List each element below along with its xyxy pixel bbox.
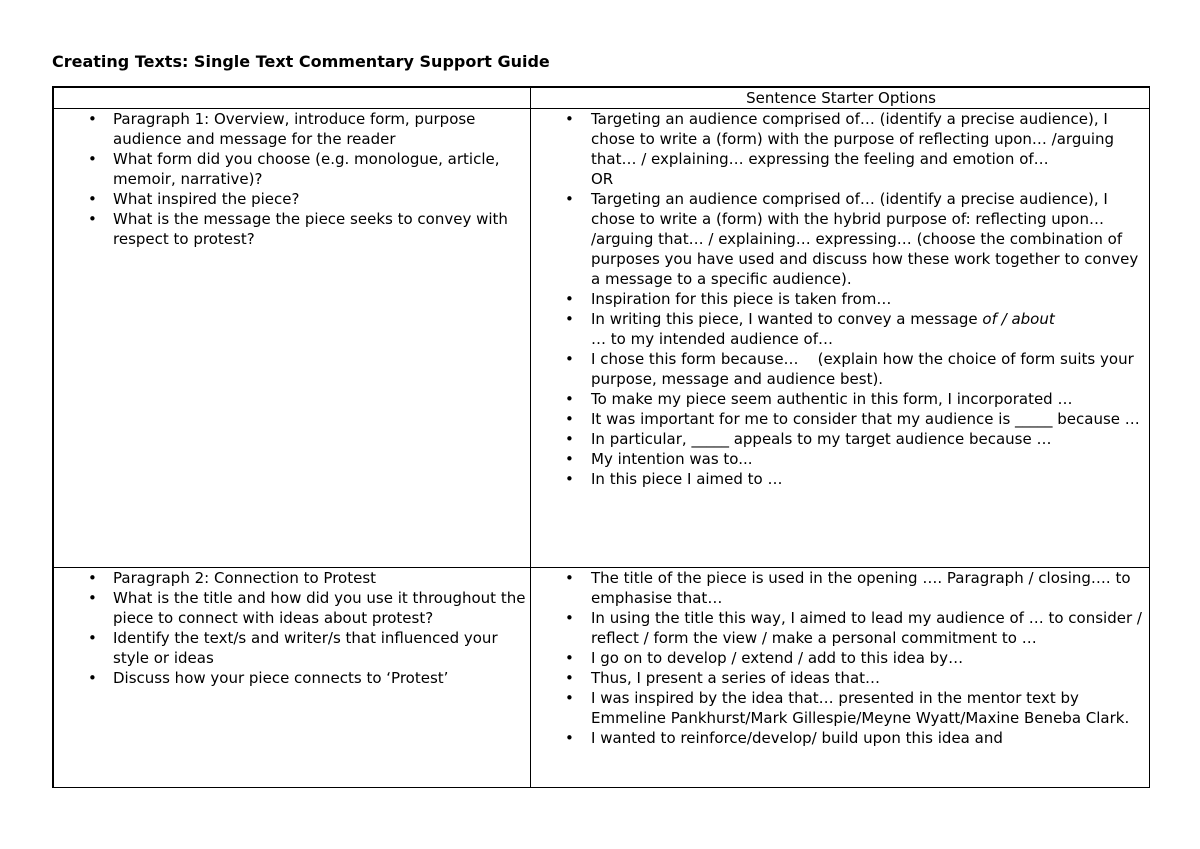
list-item — [531, 309, 1150, 349]
paragraph2-starters-cell — [531, 568, 1151, 789]
list-item: • What form did you choose (e.g. monologue, article, memoir, narrative)? — [54, 149, 530, 189]
list-item: • To make my piece seem authentic in this form, I incorporated … — [531, 389, 1150, 409]
list-item: • Inspiration for this piece is taken from… — [531, 289, 1150, 309]
list-item: • I wanted to reinforce/develop/ build upon this idea and — [531, 728, 1150, 748]
list-item — [531, 109, 1150, 189]
starter-text: … to my intended audience of… — [591, 330, 834, 348]
list-item: • Identify the text/s and writer/s that influenced your style or ideas — [54, 628, 530, 668]
list-item: • In particular, _____ appeals to my target audience because … — [531, 429, 1150, 449]
table-row — [54, 568, 1151, 789]
starter-text: Targeting an audience comprised of… (identify a precise audience), I chose to write a (form) with the purpose of reflecting upon… /arguing that… / explaining… expressing the feeling and emotion of… — [591, 110, 1115, 168]
list-item: • I chose this form because… (explain how the choice of form suits your purpose, message and audience best). — [531, 349, 1150, 389]
list-item: • Thus, I present a series of ideas that… — [531, 668, 1150, 688]
list-item: • Discuss how your piece connects to ‘Protest’ — [54, 668, 530, 688]
list-item: • I go on to develop / extend / add to this idea by… — [531, 648, 1150, 668]
paragraph2-questions-cell — [54, 568, 531, 789]
table-row — [54, 109, 1151, 568]
table-header-row — [54, 88, 1151, 109]
paragraph2-starters-list — [531, 568, 1150, 748]
paragraph1-questions-cell — [54, 109, 531, 568]
header-right-cell: Sentence Starter Options — [531, 88, 1151, 109]
list-item: • Targeting an audience comprised of… (identify a precise audience), I chose to write a (form) with the hybrid purpose of: reflecting upon… /arguing that… / explaining… expressing… (choose the combination of purposes you have used and discuss how these work together to convey a message to a specific audience). — [531, 189, 1150, 289]
paragraph1-starters-cell — [531, 109, 1151, 568]
list-item: • What is the message the piece seeks to convey with respect to protest? — [54, 209, 530, 249]
list-item: • I was inspired by the idea that… presented in the mentor text by Emmeline Pankhurst/Mark Gillespie/Meyne Wyatt/Maxine Beneba Clark. — [531, 688, 1150, 728]
commentary-table — [53, 87, 1150, 788]
document-title: Creating Texts: Single Text Commentary Support Guide — [52, 52, 550, 71]
list-item: • What inspired the piece? — [54, 189, 530, 209]
list-item: • Paragraph 1: Overview, introduce form, purpose audience and message for the reader — [54, 109, 530, 149]
paragraph2-questions-list — [54, 568, 530, 688]
or-separator: OR — [591, 170, 614, 188]
list-item: • Paragraph 2: Connection to Protest — [54, 568, 530, 588]
header-left-cell — [54, 88, 531, 109]
list-item: • The title of the piece is used in the opening …. Paragraph / closing…. to emphasise that… — [531, 568, 1150, 608]
paragraph1-questions-list — [54, 109, 530, 249]
list-item: • In this piece I aimed to … — [531, 469, 1150, 489]
commentary-table-container — [52, 86, 1150, 788]
emphasis-text: of / about — [982, 310, 1055, 328]
list-item: • It was important for me to consider that my audience is _____ because … — [531, 409, 1150, 429]
list-item: • In using the title this way, I aimed to lead my audience of … to consider / reflect / form the view / make a personal commitment to … — [531, 608, 1150, 648]
list-item: • My intention was to... — [531, 449, 1150, 469]
starter-text: In writing this piece, I wanted to convey a message — [591, 310, 983, 328]
paragraph1-starters-list — [531, 109, 1150, 489]
list-item: • What is the title and how did you use it throughout the piece to connect with ideas about protest? — [54, 588, 530, 628]
